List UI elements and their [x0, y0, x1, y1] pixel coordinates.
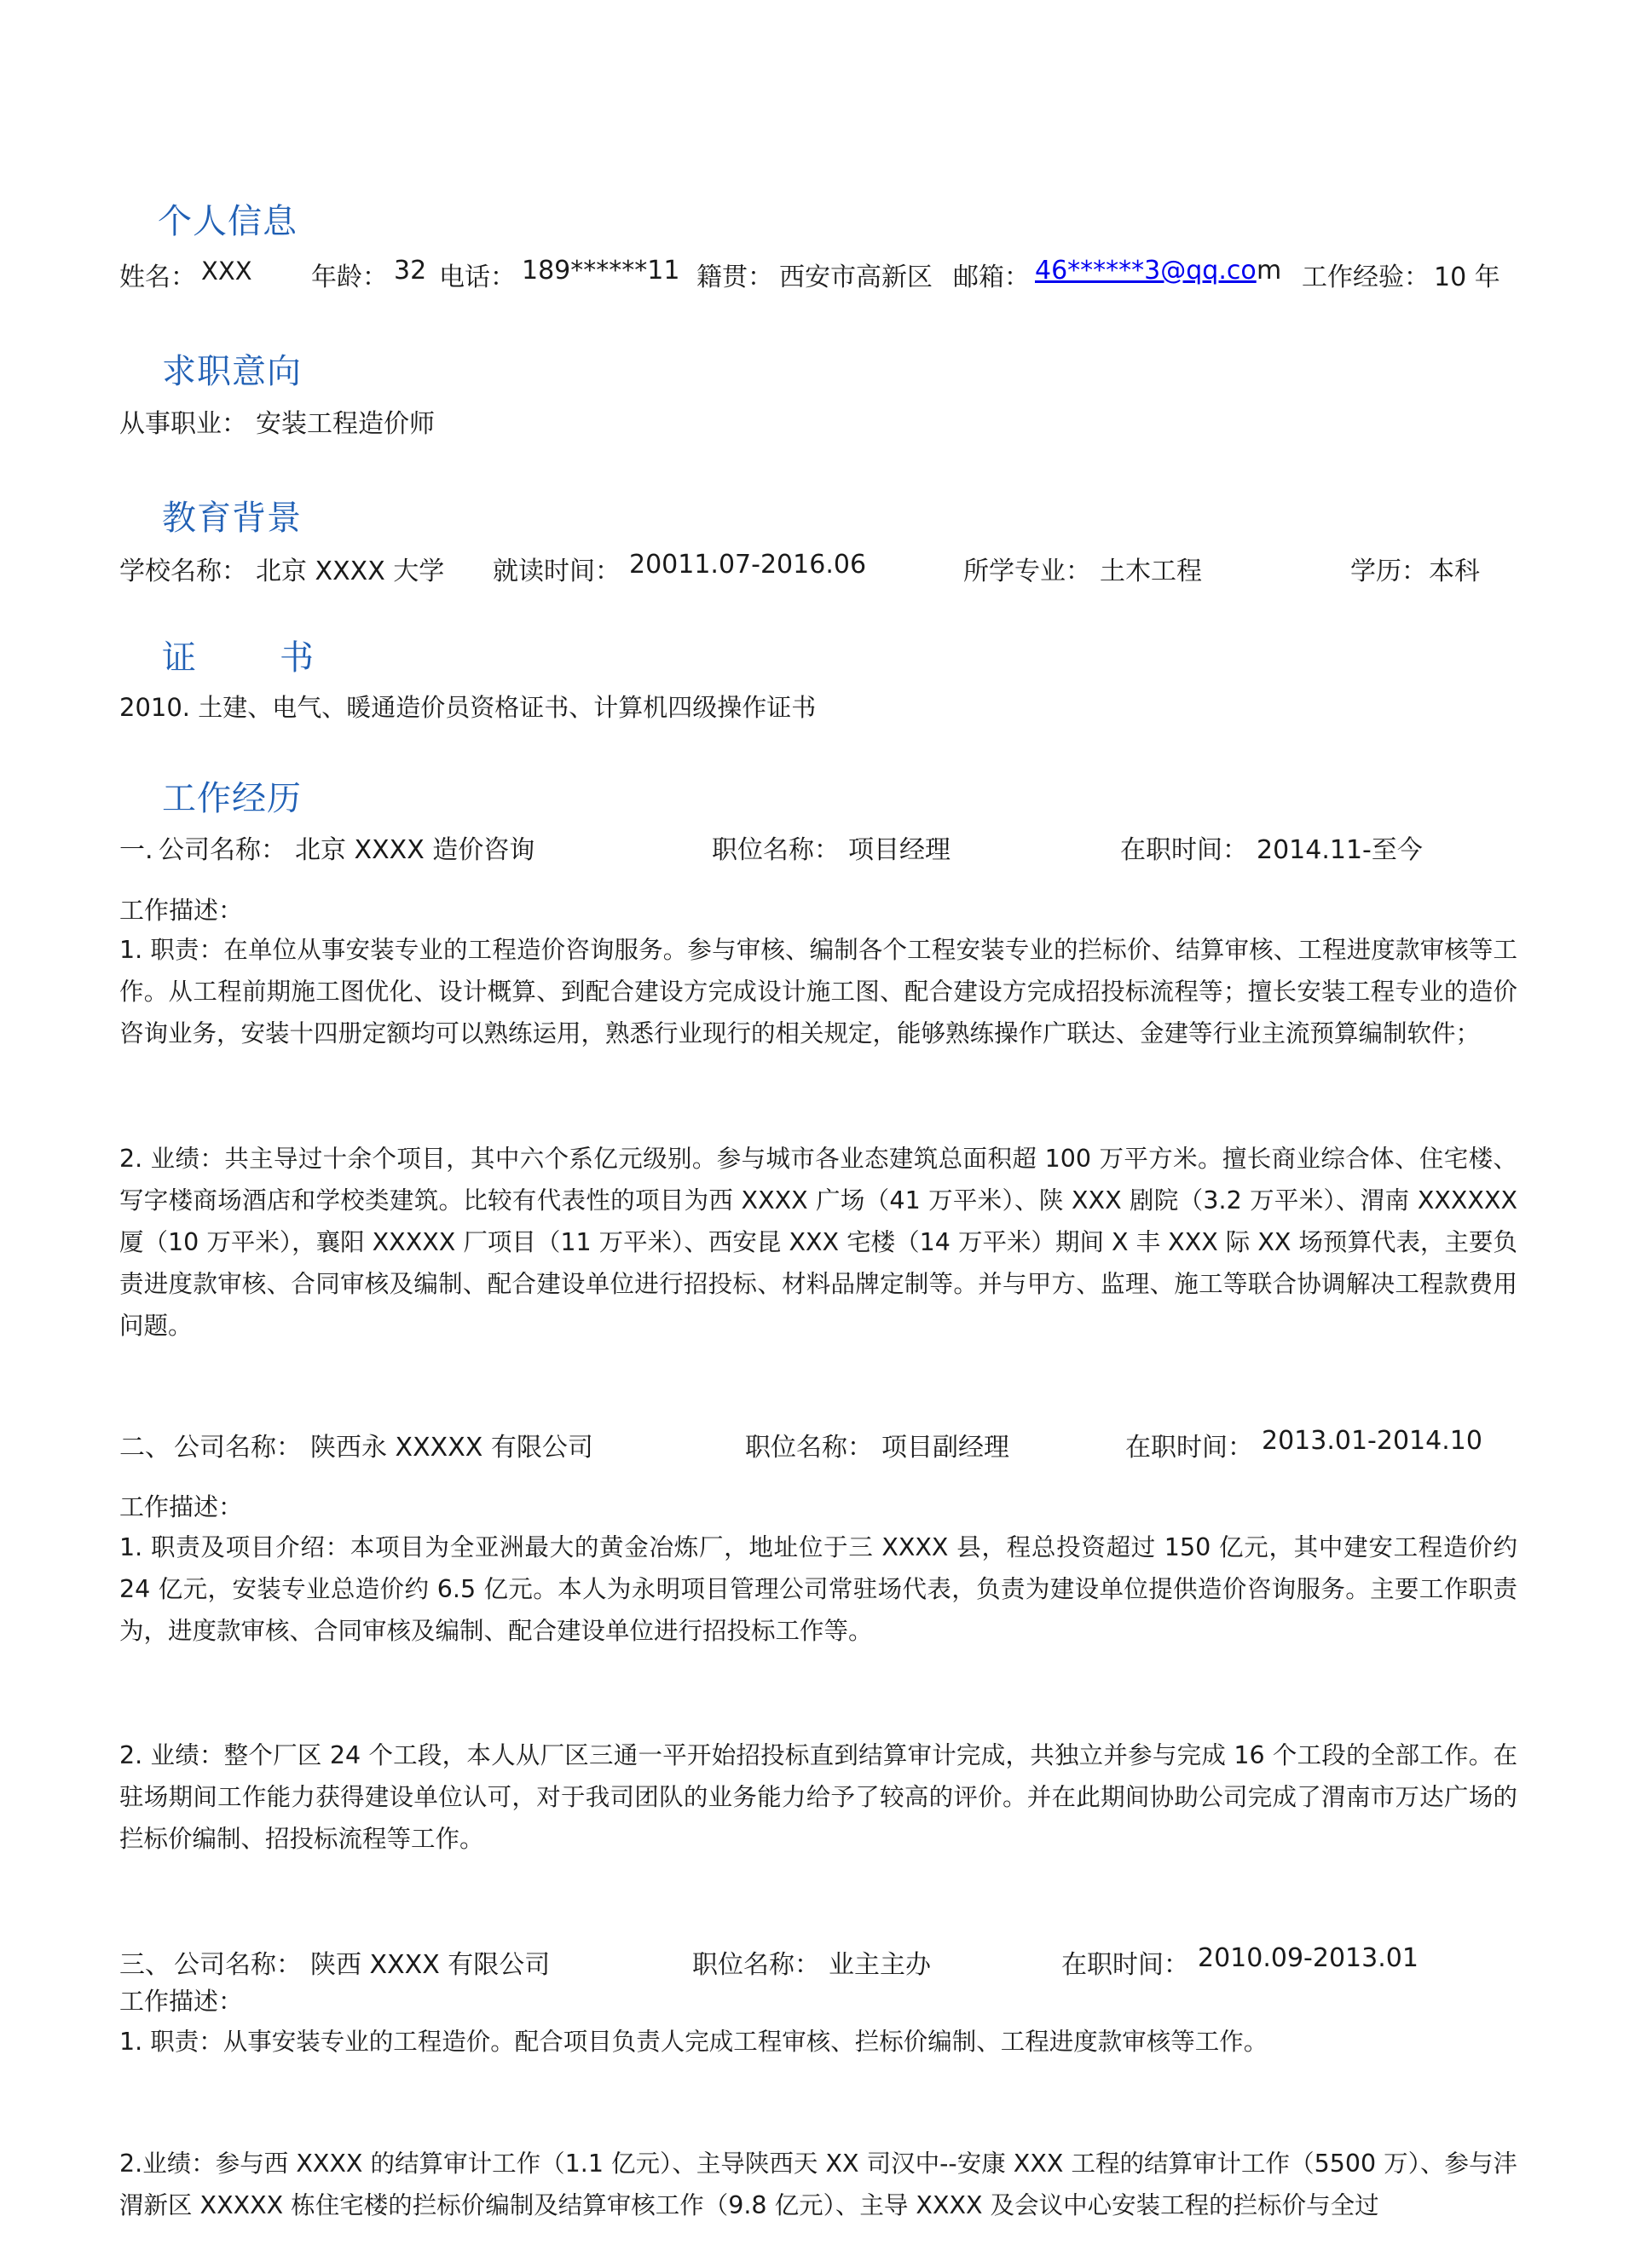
job-1-index: 一. — [119, 835, 153, 865]
job-1-achievement: 2. 业绩：共主导过十余个项目，其中六个系亿元级别。参与城市各业态建筑总面积超 100 万平方米。擅长商业综合体、住宅楼、写字楼商场酒店和学校类建筑。比较有代表性的项目为西 XXXX 广场（41 万平米）、陕 XXX 剧院（3.2 万平米）、渭南 XXXXXX 厦（10 万平米），襄阳 XXXXX 厂项目（11 万平米）、西安昆 XXX 宅楼（14 万平米）期间 X 丰 XXX 际 XX 场预算代表，主要负责进度款审核、合同审核及编制、配合建设单位进行招投标、材料品牌定制等。并与甲方、监理、施工等联合协调解决工程款费用问题。 — [119, 1145, 1517, 1340]
job-2-position-value: 项目副经理 — [881, 1433, 1009, 1463]
certificates-text: 2010. 土建、电气、暖通造价员资格证书、计算机四级操作证书 — [119, 693, 817, 722]
job-3-position-value: 业主主办 — [829, 1950, 931, 1980]
email-label: 邮箱： — [953, 263, 1030, 292]
section-heading-education: 教育背景 — [162, 499, 302, 538]
job-label: 从事职业： — [119, 409, 247, 439]
section-heading-intent: 求职意向 — [162, 352, 302, 391]
email-link[interactable]: 46******3@qq.co — [1035, 256, 1257, 286]
job-1-company-label: 公司名称： — [159, 835, 286, 865]
age-label: 年龄： — [311, 263, 388, 292]
name-label: 姓名： — [119, 263, 196, 292]
job-2-achievement: 2. 业绩：整个厂区 24 个工段，本人从厂区三通一平开始招投标直到结算审计完成，共独立并参与完成 16 个工段的全部工作。在驻场期间工作能力获得建设单位认可，对于我司团队的业务能力给予了较高的评价。并在此期间协助公司完成了渭南市万达广场的拦标价编制、招投标流程等工作。 — [119, 1741, 1517, 1853]
job-3-time-value: 2010.09-2013.01 — [1198, 1943, 1419, 1973]
section-heading-personal: 个人信息 — [158, 202, 298, 241]
degree-value: 本科 — [1429, 557, 1480, 586]
job-1-company-value: 北京 XXXX 造价咨询 — [295, 835, 535, 865]
job-3-duty: 1. 职责：从事安装专业的工程造价。配合项目负责人完成工程审核、拦标价编制、工程进度款审核等工作。 — [119, 2028, 1268, 2056]
job-2-position-label: 职位名称： — [745, 1433, 873, 1463]
hometown-value: 西安市高新区 — [779, 263, 933, 292]
major-label: 所学专业： — [963, 557, 1091, 586]
job-3-position-label: 职位名称： — [692, 1950, 820, 1980]
job-2-company-value: 陕西永 XXXXX 有限公司 — [310, 1433, 593, 1463]
job-3-time-label: 在职时间： — [1061, 1950, 1189, 1980]
phone-label: 电话： — [439, 263, 516, 292]
job-value: 安装工程造价师 — [256, 409, 435, 439]
job-1-time-label: 在职时间： — [1120, 835, 1248, 865]
job-2-time-value: 2013.01-2014.10 — [1262, 1426, 1482, 1456]
cert-heading-char-2: 书 — [280, 638, 314, 678]
period-value: 20011.07-2016.06 — [629, 550, 867, 580]
job-3-index: 三、 — [119, 1950, 170, 1980]
school-label: 学校名称： — [119, 557, 247, 586]
major-value: 土木工程 — [1100, 557, 1202, 586]
experience-value: 10 年 — [1434, 263, 1500, 292]
job-1-position-value: 项目经理 — [848, 835, 951, 865]
section-heading-certificates — [162, 631, 314, 679]
job-2-time-label: 在职时间： — [1125, 1433, 1253, 1463]
cert-heading-char-1: 证 — [162, 638, 196, 678]
job-1-position-label: 职位名称： — [712, 835, 840, 865]
phone-value: 189******11 — [522, 256, 680, 286]
job-2-desc-label: 工作描述： — [119, 1492, 244, 1521]
name-value: XXX — [201, 257, 252, 286]
hometown-label: 籍贯： — [696, 263, 773, 292]
experience-label: 工作经验： — [1302, 263, 1430, 292]
school-value: 北京 XXXX 大学 — [256, 557, 445, 586]
job-1-duty: 1. 职责：在单位从事安装专业的工程造价咨询服务。参与审核、编制各个工程安装专业的拦标价、结算审核、工程进度款审核等工作。从工程前期施工图优化、设计概算、到配合建设方完成设计施工图、配合建设方完成招投标流程等；擅长安装工程专业的造价咨询业务，安装十四册定额均可以熟练运用，熟悉行业现行的相关规定，能够熟练操作广联达、金建等行业主流预算编制软件； — [119, 936, 1517, 1047]
job-1-desc-label: 工作描述： — [119, 896, 244, 925]
job-3-company-value: 陕西 XXXX 有限公司 — [310, 1950, 551, 1980]
age-value: 32 — [394, 256, 427, 286]
job-3-company-label: 公司名称： — [174, 1950, 302, 1980]
job-3-achievement: 2.业绩：参与西 XXXX 的结算审计工作（1.1 亿元）、主导陕西天 XX 司汉中--安康 XXX 工程的结算审计工作（5500 万）、参与沣渭新区 XXXXX 栋住宅楼的拦标价编制及结算审核工作（9.8 亿元）、主导 XXXX 及会议中心安装工程的拦标价与全过 — [119, 2150, 1517, 2219]
job-2-duty: 1. 职责及项目介绍：本项目为全亚洲最大的黄金冶炼厂，地址位于三 XXXX 县，程总投资超过 150 亿元，其中建安工程造价约 24 亿元，安装专业总造价约 6.5 亿元。本人为永明项目管理公司常驻场代表，负责为建设单位提供造价咨询服务。主要工作职责为，进度款审核、合同审核及编制、配合建设单位进行招投标工作等。 — [119, 1533, 1517, 1645]
degree-label: 学历： — [1350, 557, 1427, 586]
job-1-time-value: 2014.11-至今 — [1257, 835, 1423, 865]
job-2-index: 二、 — [119, 1433, 170, 1463]
section-heading-work: 工作经历 — [162, 779, 302, 818]
period-label: 就读时间： — [493, 557, 621, 586]
job-2-company-label: 公司名称： — [174, 1433, 302, 1463]
job-3-desc-label: 工作描述： — [119, 1987, 244, 2016]
email-tail: m — [1257, 256, 1282, 286]
